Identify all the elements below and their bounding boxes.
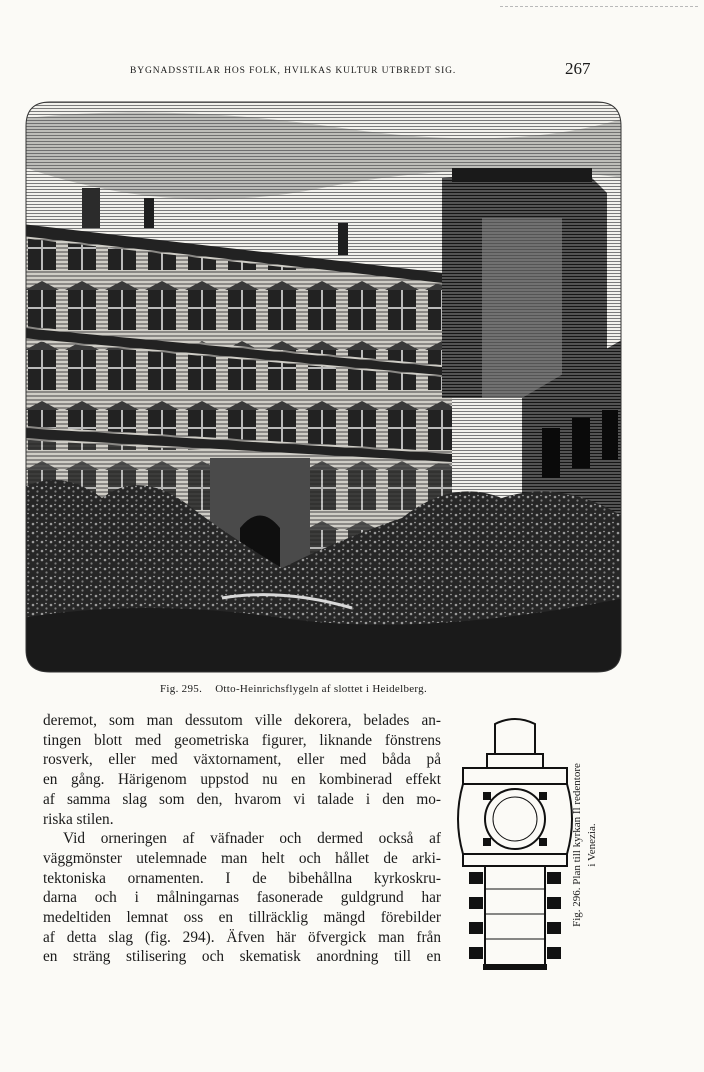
text-line: tingen blott med geometriska figurer, liknande fönstrens	[43, 731, 441, 749]
running-head: BYGNADSSTILAR HOS FOLK, HVILKAS KULTUR UTBREDT SIG.	[130, 66, 457, 76]
text-line: riska stilen.	[43, 810, 114, 828]
page-number: 267	[565, 59, 591, 78]
engraving-heidelberg-castle	[22, 98, 625, 676]
figure-caption-text: Otto-Heinrichsflygeln af slottet i Heidelberg.	[215, 683, 428, 695]
side-caption-line-2: i Venezia.	[586, 823, 598, 867]
top-margin-rule	[500, 6, 698, 7]
text-line: väggmönster utelemnade man helt och hållet de arki-	[43, 849, 441, 867]
text-line: rosverk, eller med växtornament, eller med båda på	[43, 751, 441, 769]
side-caption-line-1: Fig. 296. Plan till kyrkan Il redentore	[571, 763, 583, 927]
text-line: tektoniska ornamenten. I de bibehållna kyrkoskru-	[43, 869, 441, 887]
text-line: Vid orneringen af väfnader och dermed också af	[63, 830, 441, 848]
text-line: deremot, som man dessutom ville dekorera, belades an-	[43, 712, 441, 729]
church-floor-plan	[455, 714, 575, 976]
figure-caption	[160, 683, 427, 695]
text-line: en sträng stilisering och skematisk anordning till en	[43, 948, 441, 966]
side-figure-caption	[570, 710, 610, 980]
text-line: af samma slag som den, hvarom vi talade i den mo-	[43, 790, 441, 808]
text-line: medeltiden lemnat oss en tillräcklig mängd förebilder	[43, 909, 441, 927]
text-line: af detta slag (fig. 294). Äfven här öfvergick man från	[43, 928, 441, 946]
text-line: en gång. Härigenom uppstod nu en kombinerad effekt	[43, 771, 441, 789]
figure-label: Fig. 295.	[160, 683, 203, 695]
body-paragraphs	[43, 711, 441, 967]
text-line: darna och i målningarnas fasonerade guldgrund har	[43, 889, 441, 907]
